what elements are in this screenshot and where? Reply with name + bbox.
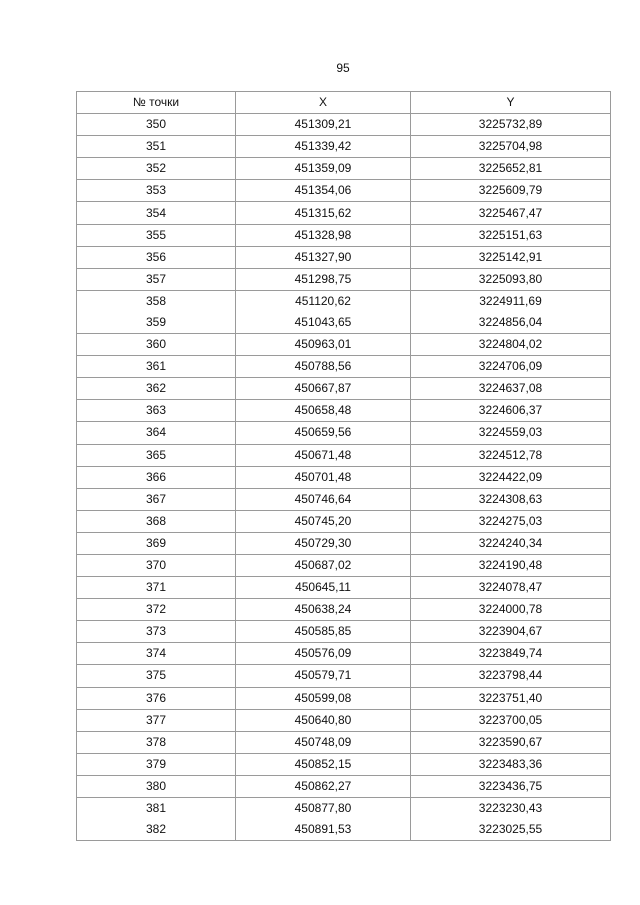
x-cell: 450645,11 bbox=[236, 577, 411, 599]
x-cell: 450729,30 bbox=[236, 532, 411, 554]
point-number-cell: 365 bbox=[77, 444, 236, 466]
header-x: X bbox=[236, 92, 411, 114]
point-number-cell: 382 bbox=[77, 819, 236, 841]
x-cell: 450687,02 bbox=[236, 554, 411, 576]
point-number-cell: 368 bbox=[77, 510, 236, 532]
y-cell: 3223436,75 bbox=[411, 775, 611, 797]
table-row bbox=[77, 621, 611, 643]
point-number-cell: 378 bbox=[77, 731, 236, 753]
header-y: Y bbox=[411, 92, 611, 114]
table-body bbox=[77, 114, 611, 841]
point-number-cell: 375 bbox=[77, 665, 236, 687]
point-number-cell: 358 bbox=[77, 290, 236, 312]
x-cell: 451354,06 bbox=[236, 180, 411, 202]
table-row bbox=[77, 180, 611, 202]
table-row bbox=[77, 400, 611, 422]
table-row bbox=[77, 665, 611, 687]
table-row bbox=[77, 334, 611, 356]
y-cell: 3225467,47 bbox=[411, 202, 611, 224]
table-row bbox=[77, 224, 611, 246]
y-cell: 3225151,63 bbox=[411, 224, 611, 246]
x-cell: 450748,09 bbox=[236, 731, 411, 753]
table-header bbox=[77, 92, 611, 114]
table-row bbox=[77, 510, 611, 532]
page-number: 95 bbox=[336, 61, 350, 75]
table-row bbox=[77, 753, 611, 775]
header-row bbox=[77, 92, 611, 114]
point-number-cell: 371 bbox=[77, 577, 236, 599]
x-cell: 450659,56 bbox=[236, 422, 411, 444]
x-cell: 450640,80 bbox=[236, 709, 411, 731]
y-cell: 3223751,40 bbox=[411, 687, 611, 709]
x-cell: 450667,87 bbox=[236, 378, 411, 400]
point-number-cell: 364 bbox=[77, 422, 236, 444]
table-row bbox=[77, 775, 611, 797]
point-number-cell: 376 bbox=[77, 687, 236, 709]
point-number-cell: 350 bbox=[77, 114, 236, 136]
table-row bbox=[77, 422, 611, 444]
x-cell: 450963,01 bbox=[236, 334, 411, 356]
y-cell: 3224606,37 bbox=[411, 400, 611, 422]
y-cell: 3224559,03 bbox=[411, 422, 611, 444]
x-cell: 450658,48 bbox=[236, 400, 411, 422]
point-number-cell: 381 bbox=[77, 798, 236, 820]
x-cell: 451043,65 bbox=[236, 312, 411, 334]
table-row bbox=[77, 554, 611, 576]
x-cell: 450701,48 bbox=[236, 466, 411, 488]
table-row bbox=[77, 268, 611, 290]
y-cell: 3223904,67 bbox=[411, 621, 611, 643]
header-point-number: № точки bbox=[77, 92, 236, 114]
point-number-cell: 379 bbox=[77, 753, 236, 775]
point-number-cell: 380 bbox=[77, 775, 236, 797]
y-cell: 3224911,69 bbox=[411, 290, 611, 312]
point-number-cell: 367 bbox=[77, 488, 236, 510]
x-cell: 450579,71 bbox=[236, 665, 411, 687]
table-row bbox=[77, 731, 611, 753]
table-row bbox=[77, 819, 611, 841]
point-number-cell: 373 bbox=[77, 621, 236, 643]
x-cell: 450862,27 bbox=[236, 775, 411, 797]
coordinates-table bbox=[76, 91, 611, 841]
table-row bbox=[77, 798, 611, 820]
point-number-cell: 355 bbox=[77, 224, 236, 246]
x-cell: 450788,56 bbox=[236, 356, 411, 378]
table-row bbox=[77, 466, 611, 488]
y-cell: 3225093,80 bbox=[411, 268, 611, 290]
x-cell: 450746,64 bbox=[236, 488, 411, 510]
point-number-cell: 360 bbox=[77, 334, 236, 356]
x-cell: 451309,21 bbox=[236, 114, 411, 136]
point-number-cell: 353 bbox=[77, 180, 236, 202]
point-number-cell: 363 bbox=[77, 400, 236, 422]
y-cell: 3224308,63 bbox=[411, 488, 611, 510]
y-cell: 3223590,67 bbox=[411, 731, 611, 753]
x-cell: 450745,20 bbox=[236, 510, 411, 532]
y-cell: 3225652,81 bbox=[411, 158, 611, 180]
y-cell: 3223483,36 bbox=[411, 753, 611, 775]
y-cell: 3224706,09 bbox=[411, 356, 611, 378]
y-cell: 3224190,48 bbox=[411, 554, 611, 576]
point-number-cell: 361 bbox=[77, 356, 236, 378]
table-row bbox=[77, 136, 611, 158]
table-row bbox=[77, 114, 611, 136]
point-number-cell: 372 bbox=[77, 599, 236, 621]
point-number-cell: 354 bbox=[77, 202, 236, 224]
y-cell: 3223849,74 bbox=[411, 643, 611, 665]
y-cell: 3224637,08 bbox=[411, 378, 611, 400]
table-row bbox=[77, 202, 611, 224]
x-cell: 450671,48 bbox=[236, 444, 411, 466]
x-cell: 451120,62 bbox=[236, 290, 411, 312]
x-cell: 451327,90 bbox=[236, 246, 411, 268]
table-row bbox=[77, 312, 611, 334]
y-cell: 3224512,78 bbox=[411, 444, 611, 466]
table-row bbox=[77, 532, 611, 554]
x-cell: 450891,53 bbox=[236, 819, 411, 841]
table-row bbox=[77, 687, 611, 709]
y-cell: 3223025,55 bbox=[411, 819, 611, 841]
x-cell: 450576,09 bbox=[236, 643, 411, 665]
point-number-cell: 357 bbox=[77, 268, 236, 290]
x-cell: 450638,24 bbox=[236, 599, 411, 621]
table-row bbox=[77, 488, 611, 510]
y-cell: 3225142,91 bbox=[411, 246, 611, 268]
y-cell: 3224000,78 bbox=[411, 599, 611, 621]
y-cell: 3224422,09 bbox=[411, 466, 611, 488]
table-row bbox=[77, 246, 611, 268]
x-cell: 450599,08 bbox=[236, 687, 411, 709]
point-number-cell: 359 bbox=[77, 312, 236, 334]
y-cell: 3225609,79 bbox=[411, 180, 611, 202]
table-row bbox=[77, 643, 611, 665]
table-row bbox=[77, 158, 611, 180]
y-cell: 3224856,04 bbox=[411, 312, 611, 334]
point-number-cell: 366 bbox=[77, 466, 236, 488]
y-cell: 3223230,43 bbox=[411, 798, 611, 820]
table-row bbox=[77, 709, 611, 731]
y-cell: 3225704,98 bbox=[411, 136, 611, 158]
point-number-cell: 377 bbox=[77, 709, 236, 731]
point-number-cell: 374 bbox=[77, 643, 236, 665]
point-number-cell: 370 bbox=[77, 554, 236, 576]
x-cell: 451298,75 bbox=[236, 268, 411, 290]
point-number-cell: 362 bbox=[77, 378, 236, 400]
table-row bbox=[77, 444, 611, 466]
y-cell: 3224078,47 bbox=[411, 577, 611, 599]
y-cell: 3224240,34 bbox=[411, 532, 611, 554]
table-row bbox=[77, 356, 611, 378]
y-cell: 3223700,05 bbox=[411, 709, 611, 731]
table-row bbox=[77, 290, 611, 312]
x-cell: 451328,98 bbox=[236, 224, 411, 246]
y-cell: 3224804,02 bbox=[411, 334, 611, 356]
y-cell: 3224275,03 bbox=[411, 510, 611, 532]
x-cell: 450852,15 bbox=[236, 753, 411, 775]
x-cell: 450877,80 bbox=[236, 798, 411, 820]
x-cell: 451339,42 bbox=[236, 136, 411, 158]
table-row bbox=[77, 378, 611, 400]
table-row bbox=[77, 599, 611, 621]
x-cell: 450585,85 bbox=[236, 621, 411, 643]
y-cell: 3223798,44 bbox=[411, 665, 611, 687]
point-number-cell: 352 bbox=[77, 158, 236, 180]
x-cell: 451359,09 bbox=[236, 158, 411, 180]
point-number-cell: 351 bbox=[77, 136, 236, 158]
point-number-cell: 369 bbox=[77, 532, 236, 554]
x-cell: 451315,62 bbox=[236, 202, 411, 224]
table-row bbox=[77, 577, 611, 599]
point-number-cell: 356 bbox=[77, 246, 236, 268]
y-cell: 3225732,89 bbox=[411, 114, 611, 136]
